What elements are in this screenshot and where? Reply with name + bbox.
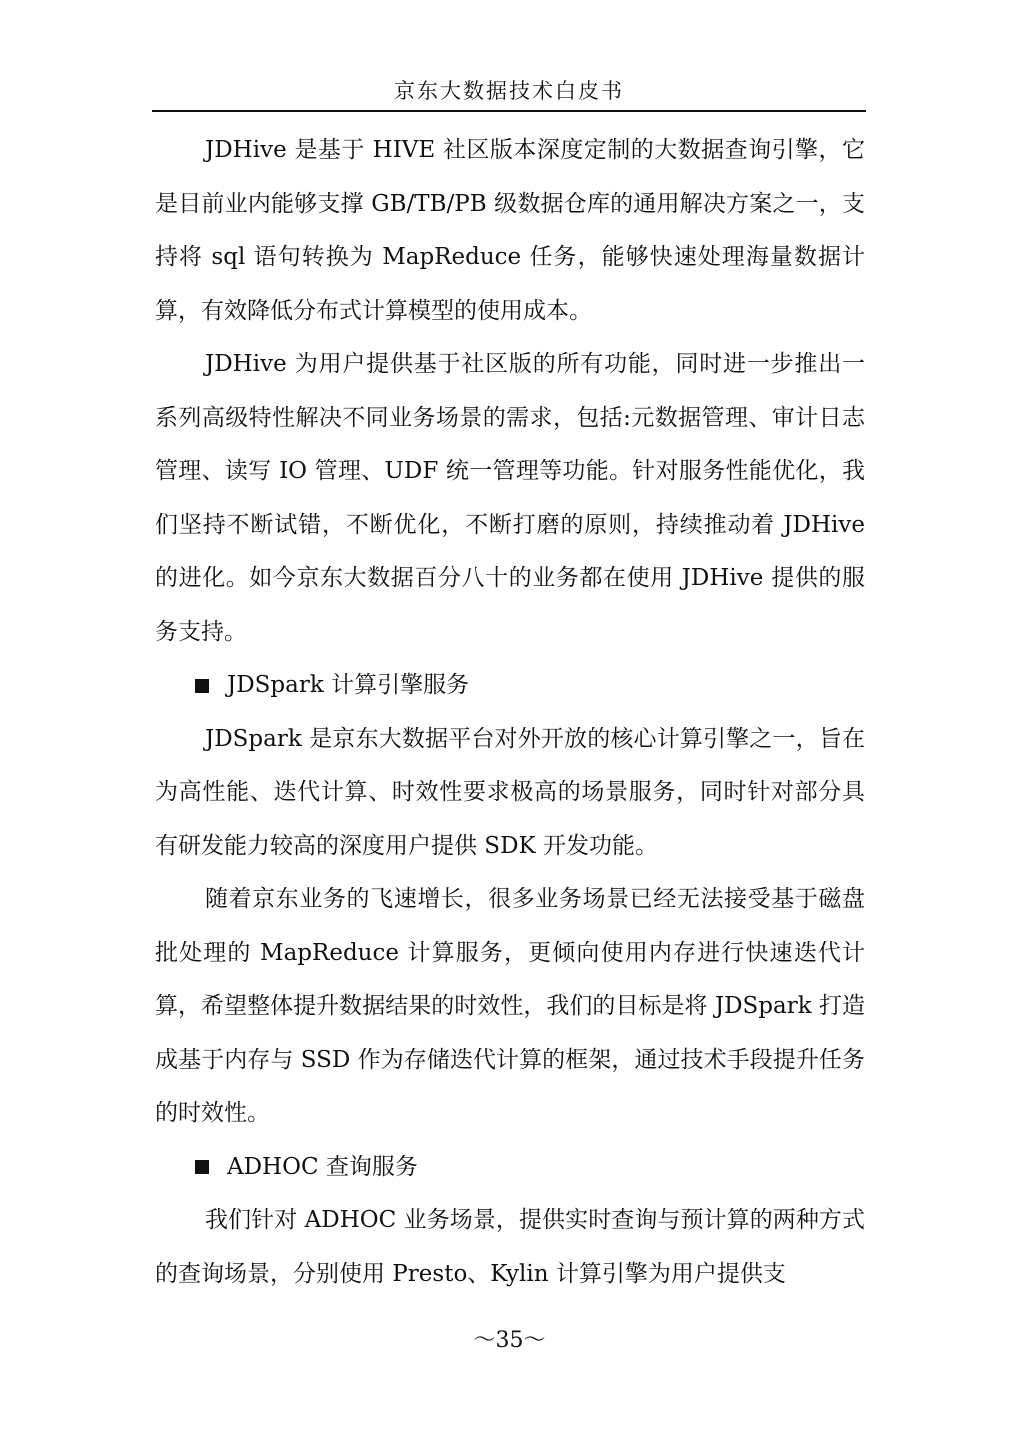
square-bullet-icon <box>195 679 209 693</box>
section-heading-jdspark <box>155 659 865 713</box>
section-heading-adhoc <box>155 1141 865 1195</box>
paragraph-jdspark-goal: 随着京东业务的飞速增长，很多业务场景已经无法接受基于磁盘批处理的 MapReduce 计算服务，更倾向使用内存进行快速迭代计算，希望整体提升数据结果的时效性，我们的目标是将 JDSpark 打造成基于内存与 SSD 作为存储迭代计算的框架，通过技术手段提升任务的时效性。 <box>155 886 865 1126</box>
paragraph-jdspark-intro: JDSpark 是京东大数据平台对外开放的核心计算引擎之一，旨在为高性能、迭代计算、时效性要求极高的场景服务，同时针对部分具有研发能力较高的深度用户提供 SDK 开发功能。 <box>155 725 865 859</box>
paragraph-adhoc-intro: 我们针对 ADHOC 业务场景，提供实时查询与预计算的两种方式的查询场景，分别使用 Presto、Kylin 计算引擎为用户提供支 <box>155 1207 865 1287</box>
document-body <box>155 124 865 1301</box>
header-divider <box>152 110 866 112</box>
section-heading-label: JDSpark 计算引擎服务 <box>227 672 470 698</box>
running-header: 京东大数据技术白皮书 <box>394 79 624 103</box>
paragraph-jdhive-features: JDHive 为用户提供基于社区版的所有功能，同时进一步推出一系列高级特性解决不同业务场景的需求，包括:元数据管理、审计日志管理、读写 IO 管理、UDF 统一管理等功能。针对服务性能优化，我们坚持不断试错，不断优化，不断打磨的原则，持续推动着 JDHive 的进化。如今京东大数据百分八十的业务都在使用 JDHive 提供的服务支持。 <box>155 351 865 645</box>
page-number: ～35～ <box>473 1328 546 1353</box>
square-bullet-icon <box>195 1160 209 1174</box>
paragraph-jdhive-intro: JDHive 是基于 HIVE 社区版本深度定制的大数据查询引擎，它是目前业内能够支撑 GB/TB/PB 级数据仓库的通用解决方案之一，支持将 sql 语句转换为 MapReduce 任务，能够快速处理海量数据计算，有效降低分布式计算模型的使用成本。 <box>155 137 865 324</box>
section-heading-label: ADHOC 查询服务 <box>227 1153 418 1180</box>
